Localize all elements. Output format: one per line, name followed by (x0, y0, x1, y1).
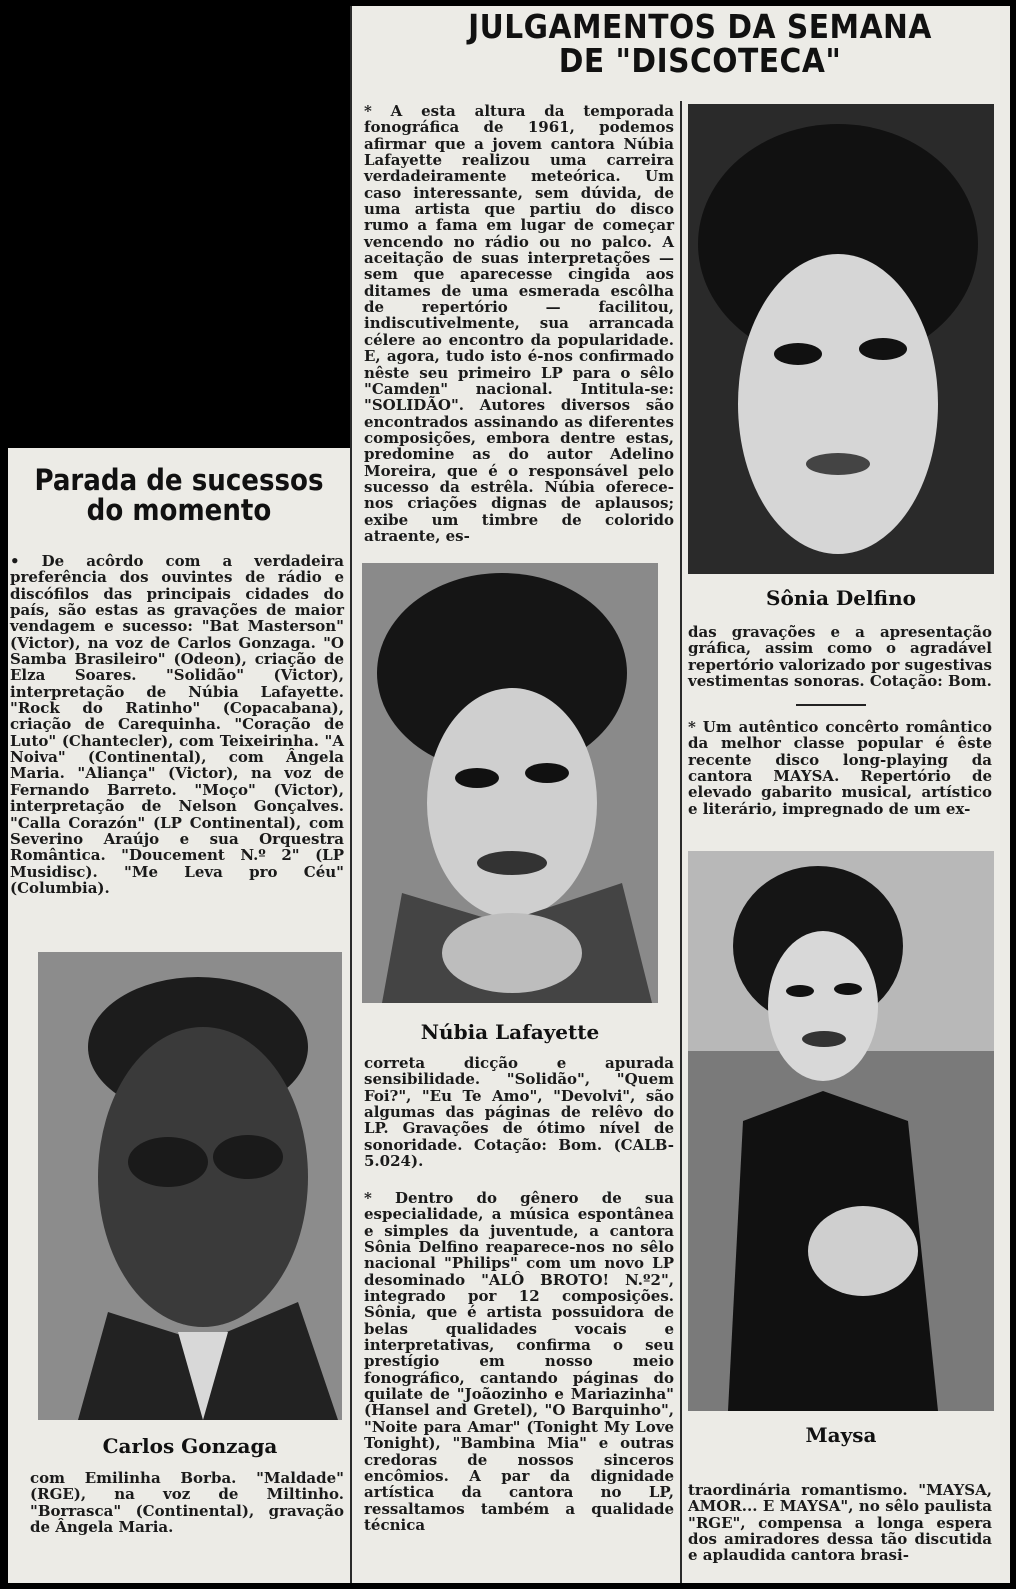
woman-portrait-icon (688, 104, 994, 574)
man-portrait-icon (38, 952, 342, 1420)
sonia-delfino-photo (688, 104, 994, 574)
maysa-photo (688, 851, 994, 1411)
right-headline-line1: JULGAMENTOS DA SEMANA (468, 7, 932, 46)
left-headline-line2: do momento (86, 492, 272, 527)
left-body-text: • De acôrdo com a verdadeira preferência dos ouvintes de rádio e discófilos das principais cidades do país, são estas as gravações de maior vendagem e sucesso: "Bat Masterson" (Victor), na voz de Carlos Gonzaga. "O Samba Brasileiro" (Odeon), criação de Elza Soares. "Solidão" (Victor), interpretação de Núbia Lafayette. "Rock do Ratinho" (Copacabana), criação de Carequinha. "Coração de Luto" (Chantecler), com Teixeirinha. "A Noiva" (Continental), com Ângela Maria. "Aliança" (Victor), na voz de Fernando Barreto. "Moço" (Victor), interpretação de Nelson Gonçalves. "Calla Corazón" (LP Continental), com Severino Araújo e sua Orquestra Romântica. "Doucement N.º 2" (LP Musidisc). "Me Leva pro Céu" (Columbia). (10, 552, 344, 897)
left-tail-text: com Emilinha Borba. "Maldade" (RGE), na voz de Miltinho. "Borrasca" (Continental), gravação de Ângela Maria. (30, 1469, 344, 1537)
left-border (350, 6, 352, 1583)
nubia-review-continuation: correta dicção e apurada sensibilidade. "Solidão", "Quem Foi?", "Eu Te Amo", "Devolvi", são algumas das páginas de relêvo do LP. Gravações de ótimo nível de sonoridade. Cotação: Bom. (CALB-5.024). (364, 1054, 674, 1171)
carlos-gonzaga-caption: Carlos Gonzaga (102, 1434, 278, 1458)
right-clipping (350, 6, 1010, 1583)
sonia-review-continuation: das gravações e a apresentação gráfica, assim como o agradável repertório valorizado por sugestivas vestimentas sonoras. Cotação: Bom. (688, 623, 992, 691)
carlos-gonzaga-photo (38, 952, 342, 1420)
sonia-delfino-caption: Sônia Delfino (766, 586, 916, 610)
nubia-lafayette-photo (362, 563, 658, 1003)
right-headline (410, 7, 990, 80)
maysa-caption: Maysa (805, 1423, 877, 1447)
left-headline (8, 463, 350, 527)
maysa-review-continuation: traordinária romantismo. "MAYSA, AMOR... E MAYSA", no sêlo paulista "RGE", compensa a longa espera dos amiradores dessa tão discutida e aplaudida cantora brasi- (688, 1481, 992, 1565)
maysa-review-text: * Um autêntico concêrto romântico da melhor classe popular é êste recente disco long-playing da cantora MAYSA. Repertório de elevado gabarito musical, artístico e literário, impregnado de um ex- (688, 718, 992, 818)
sonia-review-text: * Dentro do gênero de sua especialidade, a música espontânea e simples da juventude, a cantora Sônia Delfino reaparece-nos no sêlo nacional "Philips" com um novo LP desominado "ALÔ BROTO! N.º2", integrado por 12 composições. Sônia, que é artista possuidora de belas qualidades vocais e interpretativas, confirma o seu prestígio em nosso meio fonográfico, cantando páginas do quilate de "Joãozinho e Mariazinha" (Hansel and Gretel), "O Barquinho", "Noite para Amar" (Tonight My Love Tonight), "Bambina Mia" e outras credoras de nossos sinceros encômios. A par da dignidade artística da cantora no LP, ressaltamos também a qualidade técnica (364, 1189, 674, 1534)
column-divider (680, 101, 682, 1583)
left-headline-line1: Parada de sucessos (34, 463, 324, 497)
right-headline-line2: DE "DISCOTECA" (558, 40, 842, 80)
section-divider (796, 704, 866, 706)
woman-portrait-icon (688, 851, 994, 1411)
nubia-lafayette-caption: Núbia Lafayette (420, 1020, 600, 1044)
left-clipping (8, 448, 350, 1583)
nubia-review-text: * A esta altura da temporada fonográfica de 1961, podemos afirmar que a jovem cantora Núbia Lafayette realizou uma carreira verdadeiramente meteórica. Um caso interessante, sem dúvida, de uma artista que partiu do disco rumo a fama em lugar de começar vencendo no rádio ou no palco. A aceitação de suas interpretações — sem que aparecesse cingida aos ditames de uma esmerada escôlha de repertório — facilitou, indiscutivelmente, sua arrancada célere ao encontro da popularidade. E, agora, tudo isto é-nos confirmado nêste seu primeiro LP para o sêlo "Camden" nacional. Intitula-se: "SOLIDÃO". Autores diversos são encontrados assinando as diferentes composições, embora dentre estas, predomine as do autor Adelino Moreira, que é o responsável pelo sucesso da estrêla. Núbia oferece-nos criações dignas de aplausos; exibe um timbre de colorido atraente, es- (364, 102, 674, 545)
woman-portrait-icon (362, 563, 658, 1003)
